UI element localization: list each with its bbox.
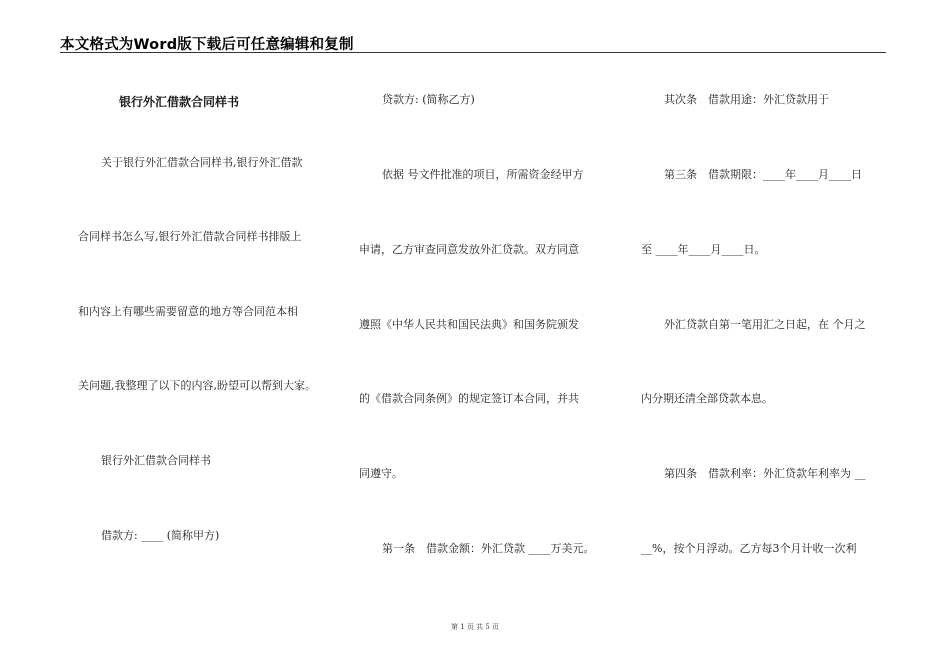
article-four-line: 第四条 借款利率：外汇贷款年利率为 __ [664, 467, 866, 480]
paragraph-line: 依据 号文件批准的项目，所需资金经甲方 [382, 168, 584, 181]
paragraph-line: 合同样书怎么写,银行外汇借款合同样书排版上 [78, 230, 302, 243]
borrower-line: 借款方: ____ (简称甲方) [101, 529, 220, 542]
paragraph-line: 遵照《中华人民共和国民法典》和国务院颁发 [359, 318, 579, 331]
paragraph-line: 外汇贷款自第一笔用汇之日起，在 个月之 [664, 318, 866, 331]
paragraph-line: 的《借款合同条例》的规定签订本合同，并共 [359, 392, 579, 405]
paragraph-line: 和内容上有哪些需要留意的地方等合同范本相 [78, 305, 298, 318]
paragraph-line: 至 ____年____月____日。 [641, 243, 766, 256]
section-heading: 银行外汇借款合同样书 [101, 454, 211, 467]
lender-line: 贷款方: (简称乙方) [382, 93, 475, 106]
paragraph-line: 内分期还清全部贷款本息。 [641, 392, 773, 405]
article-two-line: 其次条 借款用途：外汇贷款用于 [664, 93, 829, 106]
article-three-line: 第三条 借款期限：____年____月____日 [664, 168, 862, 181]
document-header-title: 本文格式为Word版下载后可任意编辑和复制 [60, 37, 354, 53]
header-divider [60, 52, 886, 53]
paragraph-line: 关问题,我整理了以下的内容,盼望可以帮到大家。 [78, 379, 316, 392]
paragraph-line: 申请，乙方审查同意发放外汇贷款。双方同意 [359, 243, 579, 256]
article-one-line: 第一条 借款金额：外汇贷款 ____万美元。 [382, 542, 595, 555]
document-title: 银行外汇借款合同样书 [119, 95, 240, 109]
paragraph-line: __%，按个月浮动。乙方每3个月计收一次利 [641, 542, 857, 555]
paragraph-line: 同遵守。 [359, 467, 403, 480]
page-number-footer: 第 1 页 共 5 页 [450, 623, 500, 631]
paragraph-line: 关于银行外汇借款合同样书,银行外汇借款 [101, 156, 303, 169]
